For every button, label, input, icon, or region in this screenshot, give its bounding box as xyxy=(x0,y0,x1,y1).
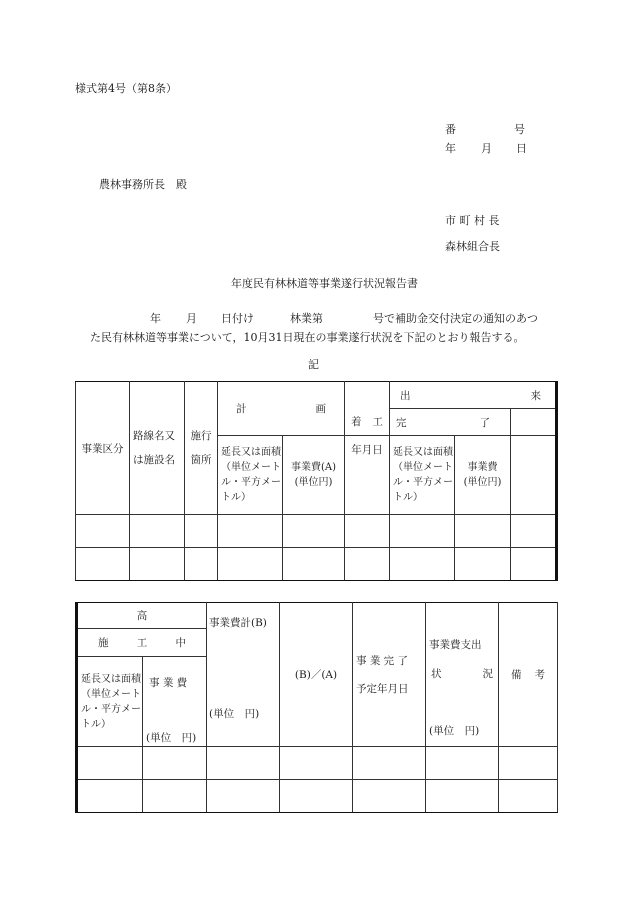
day-label: 日 xyxy=(516,142,527,155)
body-dated: 日付け xyxy=(221,312,254,325)
table-cell[interactable] xyxy=(511,515,557,548)
ban-label: 番 xyxy=(445,123,456,136)
table-cell[interactable] xyxy=(455,515,511,548)
header-dekidaka: 出 来 xyxy=(390,382,557,409)
progress-table-2 xyxy=(75,602,558,813)
tan-yen-shishutsu: (単位 円) xyxy=(429,725,480,737)
form-number: 様式第4号（第8条） xyxy=(75,82,177,95)
header-keikaku: 計 画 xyxy=(218,382,345,436)
header-encho-2: 延長又は面積（単位メートル・平方メートル） xyxy=(390,436,455,515)
table-row xyxy=(76,548,557,581)
header-jigyohi-t2: 事 業 費 (単位 円) xyxy=(143,657,207,747)
table-cell[interactable] xyxy=(130,515,185,548)
table-cell[interactable] xyxy=(499,780,558,813)
table-cell[interactable] xyxy=(283,548,345,581)
table-cell[interactable] xyxy=(185,515,218,548)
table-cell[interactable] xyxy=(77,747,143,780)
tan-yen-kei: (単位 円) xyxy=(209,708,260,720)
header-rosen: 路線名又は施設名 xyxy=(130,382,185,515)
header-chakko: 着 工 xyxy=(345,382,390,436)
header-ratio: (B)／(A) xyxy=(280,603,353,747)
body-year: 年 xyxy=(150,312,161,325)
body-month: 月 xyxy=(186,312,197,325)
body-forestry-no: 林業第 xyxy=(290,312,323,325)
seko-top: 施行 xyxy=(190,430,212,442)
table-cell[interactable] xyxy=(345,515,390,548)
year-label: 年 xyxy=(445,142,456,155)
table-cell[interactable] xyxy=(218,548,283,581)
table-cell[interactable] xyxy=(353,747,426,780)
table-cell[interactable] xyxy=(280,780,353,813)
header-shishutsu: 事業費支出 状 況 (単位 円) xyxy=(426,603,499,747)
table-cell[interactable] xyxy=(390,515,455,548)
table-cell[interactable] xyxy=(499,747,558,780)
header-jigyo-kubun: 事業区分 xyxy=(76,382,130,515)
table-cell[interactable] xyxy=(280,747,353,780)
header-jigyohi-2: 事業費 (単位円) xyxy=(455,436,511,515)
table-cell[interactable] xyxy=(283,515,345,548)
table-cell[interactable] xyxy=(76,548,130,581)
month-label: 月 xyxy=(481,142,492,155)
table-cell[interactable] xyxy=(353,780,426,813)
table-cell[interactable] xyxy=(345,548,390,581)
table-cell[interactable] xyxy=(511,548,557,581)
header-kanryo-blank xyxy=(511,409,557,436)
sender-union: 森林組合長 xyxy=(445,240,500,253)
header-encho: 延長又は面積（単位メートル・平方メートル） xyxy=(218,436,283,515)
go-label: 号 xyxy=(514,123,525,136)
table-cell[interactable] xyxy=(207,747,280,780)
header-seko xyxy=(185,382,218,515)
table-row xyxy=(77,747,558,780)
header-seko-chu: 施 工 中 xyxy=(77,629,207,657)
header-nengappi: 年月日 xyxy=(345,436,390,515)
body-line2: た民有林林道等事業について，10月31日現在の事業遂行状況を下記のとおり報告する。 xyxy=(90,331,525,344)
table-cell[interactable] xyxy=(185,548,218,581)
tan-yen-t2: (単位 円) xyxy=(146,732,197,744)
table-cell[interactable] xyxy=(76,515,130,548)
table-cell[interactable] xyxy=(390,548,455,581)
header-jigyohi-a: 事業費(A) (単位円) xyxy=(283,436,345,515)
table-cell[interactable] xyxy=(426,780,499,813)
table-cell[interactable] xyxy=(143,747,207,780)
table-cell[interactable] xyxy=(426,747,499,780)
seko-bottom: 箇所 xyxy=(190,454,212,466)
progress-table-1 xyxy=(75,381,558,581)
header-encho-t2: 延長又は面積（単位メートル・平方メートル） xyxy=(77,657,143,747)
header-biko: 備 考 xyxy=(499,603,558,747)
header-taka: 高 xyxy=(77,603,207,629)
table-cell[interactable] xyxy=(218,515,283,548)
table-cell[interactable] xyxy=(207,780,280,813)
body-line1-rest: 号で補助金交付決定の通知のあつ xyxy=(373,312,538,325)
ki-label: 記 xyxy=(308,358,319,371)
header-blank-3 xyxy=(511,436,557,515)
header-kanryo: 完 了 xyxy=(390,409,511,436)
sender-mayor: 市 町 村 長 xyxy=(445,214,500,227)
table-cell[interactable] xyxy=(77,780,143,813)
table-cell[interactable] xyxy=(455,548,511,581)
addressee: 農林事務所長 殿 xyxy=(99,178,187,191)
header-jigyohi-kei: 事業費計(B) (単位 円) xyxy=(207,603,280,747)
table-cell[interactable] xyxy=(130,548,185,581)
header-kanryo-yotei: 事 業 完 了 予定年月日 xyxy=(353,603,426,747)
table-row xyxy=(77,780,558,813)
table-row xyxy=(76,515,557,548)
table-cell[interactable] xyxy=(143,780,207,813)
document-title: 年度民有林林道等事業遂行状況報告書 xyxy=(231,277,418,290)
